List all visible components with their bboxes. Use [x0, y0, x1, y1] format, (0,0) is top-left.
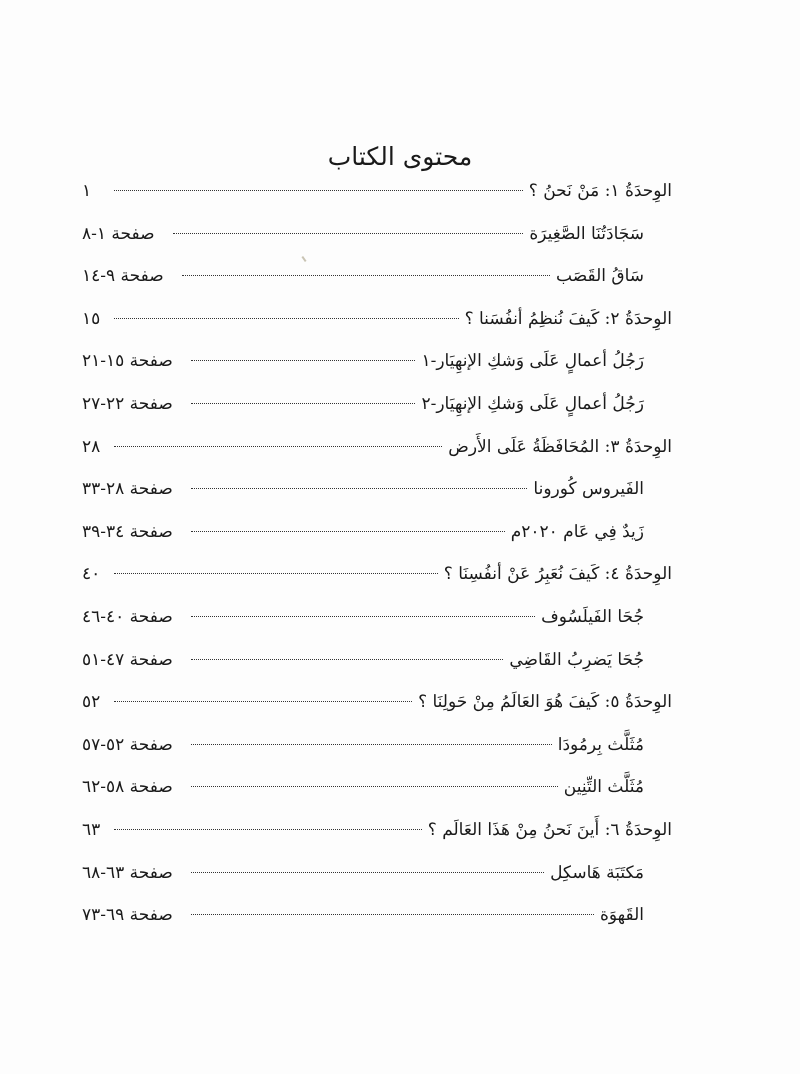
toc-page-range: صفحة ١٥-٢١	[82, 351, 173, 372]
toc-lesson-row	[82, 596, 672, 639]
toc-entry-label: الفَيروس كُورونا	[533, 479, 644, 500]
toc-page-range: صفحة ٥٨-٦٢	[82, 777, 173, 798]
toc-lesson-row	[82, 852, 672, 895]
toc-lesson-row	[82, 255, 672, 298]
dot-leader	[191, 872, 544, 873]
toc-entry-label: رَجُلُ أعمالٍ عَلَى وَشكِ الإنهِيَار-١	[421, 351, 644, 372]
toc-entry-label: القَهوَة	[599, 905, 644, 926]
toc-entry-label: الوِحدَةُ ٦: أَينَ نَحنُ مِنْ هَذَا العَالَم ؟	[427, 819, 672, 840]
toc-lesson-row	[82, 511, 672, 554]
dot-leader	[114, 701, 412, 702]
toc-page-number: ١٥	[82, 308, 101, 329]
dot-leader	[191, 914, 594, 915]
dot-leader	[114, 190, 523, 191]
toc-page-range: صفحة ٣٤-٣٩	[82, 521, 173, 542]
toc-lesson-row	[82, 894, 672, 937]
table-of-contents	[82, 170, 672, 937]
dot-leader	[191, 659, 504, 660]
toc-lesson-row	[82, 213, 672, 256]
page-title: محتوى الكتاب	[327, 142, 473, 171]
toc-unit-row	[82, 426, 672, 469]
toc-page-range: صفحة ٤٧-٥١	[82, 649, 173, 670]
toc-unit-row	[82, 553, 672, 596]
toc-entry-label: جُحَا يَضرِبُ القَاضِي	[509, 649, 644, 670]
toc-lesson-row	[82, 468, 672, 511]
toc-page-number: ٢٨	[82, 436, 101, 457]
toc-entry-label: مُثَلَّث بِرمُودَا	[557, 734, 644, 755]
dot-leader	[191, 403, 416, 404]
toc-entry-label: جُحَا الفَيلَسُوف	[541, 606, 644, 627]
toc-unit-row	[82, 298, 672, 341]
toc-page-range: صفحة ٤٠-٤٦	[82, 606, 173, 627]
dot-leader	[173, 233, 524, 234]
toc-entry-label: الوِحدَةُ ٤: كَيفَ نُعَبِرُ عَنْ أنفُسِنَا ؟	[443, 564, 672, 585]
toc-entry-label: سَاقُ القَصَب	[556, 266, 644, 287]
toc-entry-label: الوِحدَةُ ٥: كَيفَ هُوَ العَالَمُ مِنْ حَولِنَا ؟	[418, 692, 672, 713]
dot-leader	[182, 275, 550, 276]
toc-entry-label: زَيدٌ فِي عَام ٢٠٢٠م	[510, 521, 644, 542]
toc-page-range: صفحة ٥٢-٥٧	[82, 734, 173, 755]
dot-leader	[191, 786, 558, 787]
toc-entry-label: مُثَلَّث التِّنِين	[563, 777, 644, 798]
toc-page-number: ٥٢	[82, 692, 101, 713]
dot-leader	[114, 446, 442, 447]
dot-leader	[114, 829, 422, 830]
toc-unit-row	[82, 809, 672, 852]
dot-leader	[114, 573, 438, 574]
toc-page-range: صفحة ٦٩-٧٣	[82, 905, 173, 926]
toc-lesson-row	[82, 766, 672, 809]
toc-unit-row	[82, 170, 672, 213]
toc-page-range: صفحة ٦٣-٦٨	[82, 862, 173, 883]
toc-page-number: ١	[82, 181, 92, 201]
toc-page-range: صفحة ٩-١٤	[82, 266, 164, 287]
dot-leader	[191, 616, 535, 617]
dot-leader	[191, 531, 505, 532]
toc-entry-label: مَكتَبَة هَاسكِل	[550, 862, 644, 883]
dot-leader	[114, 318, 459, 319]
toc-page-number: ٤٠	[82, 564, 101, 585]
toc-lesson-row	[82, 340, 672, 383]
toc-lesson-row	[82, 639, 672, 682]
toc-lesson-row	[82, 724, 672, 767]
toc-entry-label: سَجَادَتُنَا الصَّغِيرَة	[529, 223, 644, 244]
toc-entry-label: الوِحدَةُ ٢: كَيفَ نُنظِمُ أنفُسَنا ؟	[464, 308, 672, 329]
toc-page-range: صفحة ٢٢-٢٧	[82, 393, 173, 414]
toc-page-range: صفحة ١-٨	[82, 223, 155, 244]
toc-page-number: ٦٣	[82, 819, 101, 840]
dot-leader	[191, 744, 552, 745]
dot-leader	[191, 488, 528, 489]
toc-lesson-row	[82, 383, 672, 426]
toc-page-range: صفحة ٢٨-٣٣	[82, 479, 173, 500]
toc-entry-label: الوِحدَةُ ١: مَنْ نَحنُ ؟	[528, 181, 672, 201]
toc-unit-row	[82, 681, 672, 724]
toc-entry-label: رَجُلُ أعمالٍ عَلَى وَشكِ الإنهِيَار-٢	[421, 393, 644, 414]
toc-entry-label: الوِحدَةُ ٣: المُحَافَظَةُ عَلَى الأَرض	[448, 436, 672, 457]
dot-leader	[191, 360, 416, 361]
